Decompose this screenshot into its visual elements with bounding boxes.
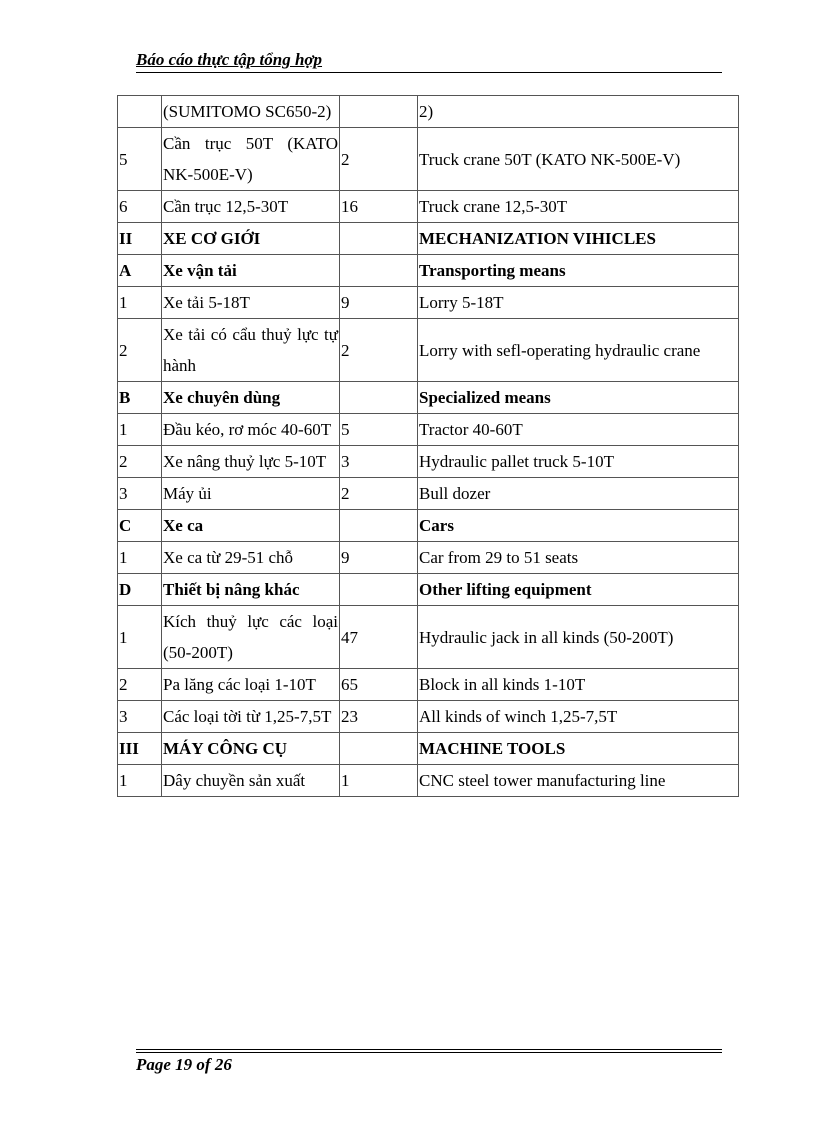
cell-number: D	[118, 574, 162, 606]
cell-number: B	[118, 382, 162, 414]
cell-number: 1	[118, 542, 162, 574]
table-row	[118, 319, 739, 382]
cell-vietnamese-name: Cần trục 12,5-30T	[162, 191, 340, 223]
cell-vietnamese-name: Xe nâng thuỷ lực 5-10T	[162, 446, 340, 478]
table-row	[118, 414, 739, 446]
cell-quantity: 2	[340, 128, 418, 191]
cell-number: II	[118, 223, 162, 255]
cell-vietnamese-name: Xe vận tải	[162, 255, 340, 287]
cell-quantity	[340, 510, 418, 542]
cell-number: 2	[118, 669, 162, 701]
table-row	[118, 255, 739, 287]
table-row	[118, 287, 739, 319]
cell-quantity	[340, 733, 418, 765]
cell-english-name: Hydraulic jack in all kinds (50-200T)	[418, 606, 739, 669]
cell-english-name: Bull dozer	[418, 478, 739, 510]
table-row	[118, 191, 739, 223]
cell-number: 2	[118, 319, 162, 382]
cell-quantity	[340, 255, 418, 287]
cell-quantity: 65	[340, 669, 418, 701]
cell-quantity: 47	[340, 606, 418, 669]
table-row	[118, 733, 739, 765]
cell-vietnamese-name: Pa lăng các loại 1-10T	[162, 669, 340, 701]
cell-number: 3	[118, 478, 162, 510]
table-row	[118, 542, 739, 574]
cell-vietnamese-name: Đầu kéo, rơ móc 40-60T	[162, 414, 340, 446]
cell-number	[118, 96, 162, 128]
cell-vietnamese-name: Kích thuỷ lực các loại (50-200T)	[162, 606, 340, 669]
table-row	[118, 96, 739, 128]
equipment-table	[117, 95, 739, 797]
cell-quantity	[340, 223, 418, 255]
header-title: Báo cáo thực tập tổng hợp	[136, 50, 323, 69]
cell-quantity: 16	[340, 191, 418, 223]
cell-vietnamese-name: Xe chuyên dùng	[162, 382, 340, 414]
cell-quantity	[340, 96, 418, 128]
cell-english-name: CNC steel tower manufacturing line	[418, 765, 739, 797]
cell-vietnamese-name: Xe tải 5-18T	[162, 287, 340, 319]
table-row	[118, 669, 739, 701]
table-row	[118, 606, 739, 669]
cell-quantity: 2	[340, 319, 418, 382]
cell-number: 1	[118, 606, 162, 669]
table-row	[118, 510, 739, 542]
cell-english-name: Car from 29 to 51 seats	[418, 542, 739, 574]
cell-english-name: Lorry 5-18T	[418, 287, 739, 319]
page-header	[136, 50, 722, 73]
cell-vietnamese-name: Các loại tời từ 1,25-7,5T	[162, 701, 340, 733]
table-row	[118, 478, 739, 510]
cell-quantity: 9	[340, 542, 418, 574]
cell-english-name: Specialized means	[418, 382, 739, 414]
footer-divider	[136, 1049, 722, 1050]
cell-english-name: Hydraulic pallet truck 5-10T	[418, 446, 739, 478]
cell-number: A	[118, 255, 162, 287]
cell-quantity: 3	[340, 446, 418, 478]
equipment-table-body	[118, 96, 739, 797]
cell-english-name: Cars	[418, 510, 739, 542]
cell-quantity: 1	[340, 765, 418, 797]
cell-number: 6	[118, 191, 162, 223]
cell-english-name: Tractor 40-60T	[418, 414, 739, 446]
cell-quantity: 23	[340, 701, 418, 733]
cell-vietnamese-name: MÁY CÔNG CỤ	[162, 733, 340, 765]
cell-number: 5	[118, 128, 162, 191]
cell-english-name: Truck crane 50T (KATO NK-500E-V)	[418, 128, 739, 191]
cell-vietnamese-name: Xe ca từ 29-51 chỗ	[162, 542, 340, 574]
table-row	[118, 765, 739, 797]
cell-english-name: Other lifting equipment	[418, 574, 739, 606]
cell-number: III	[118, 733, 162, 765]
cell-english-name: Truck crane 12,5-30T	[418, 191, 739, 223]
cell-number: C	[118, 510, 162, 542]
cell-english-name: Transporting means	[418, 255, 739, 287]
cell-quantity: 5	[340, 414, 418, 446]
table-row	[118, 128, 739, 191]
cell-quantity: 2	[340, 478, 418, 510]
footer-divider	[136, 1052, 722, 1053]
cell-english-name: All kinds of winch 1,25-7,5T	[418, 701, 739, 733]
cell-quantity	[340, 382, 418, 414]
cell-english-name: MACHINE TOOLS	[418, 733, 739, 765]
cell-number: 1	[118, 765, 162, 797]
cell-vietnamese-name: Xe ca	[162, 510, 340, 542]
cell-english-name: Lorry with sefl-operating hydraulic crane	[418, 319, 739, 382]
cell-english-name: 2)	[418, 96, 739, 128]
table-row	[118, 701, 739, 733]
cell-vietnamese-name: Máy ủi	[162, 478, 340, 510]
cell-vietnamese-name: Dây chuyền sản xuất	[162, 765, 340, 797]
table-row	[118, 223, 739, 255]
cell-vietnamese-name: Thiết bị nâng khác	[162, 574, 340, 606]
cell-vietnamese-name: (SUMITOMO SC650-2)	[162, 96, 340, 128]
table-row	[118, 446, 739, 478]
cell-number: 3	[118, 701, 162, 733]
cell-number: 1	[118, 414, 162, 446]
cell-english-name: Block in all kinds 1-10T	[418, 669, 739, 701]
cell-vietnamese-name: Cần trục 50T (KATO NK-500E-V)	[162, 128, 340, 191]
page-number: Page 19 of 26	[136, 1055, 232, 1074]
table-row	[118, 382, 739, 414]
cell-vietnamese-name: XE CƠ GIỚI	[162, 223, 340, 255]
cell-quantity: 9	[340, 287, 418, 319]
table-row	[118, 574, 739, 606]
cell-quantity	[340, 574, 418, 606]
cell-number: 1	[118, 287, 162, 319]
cell-english-name: MECHANIZATION VIHICLES	[418, 223, 739, 255]
cell-vietnamese-name: Xe tải có cẩu thuỷ lực tự hành	[162, 319, 340, 382]
cell-number: 2	[118, 446, 162, 478]
